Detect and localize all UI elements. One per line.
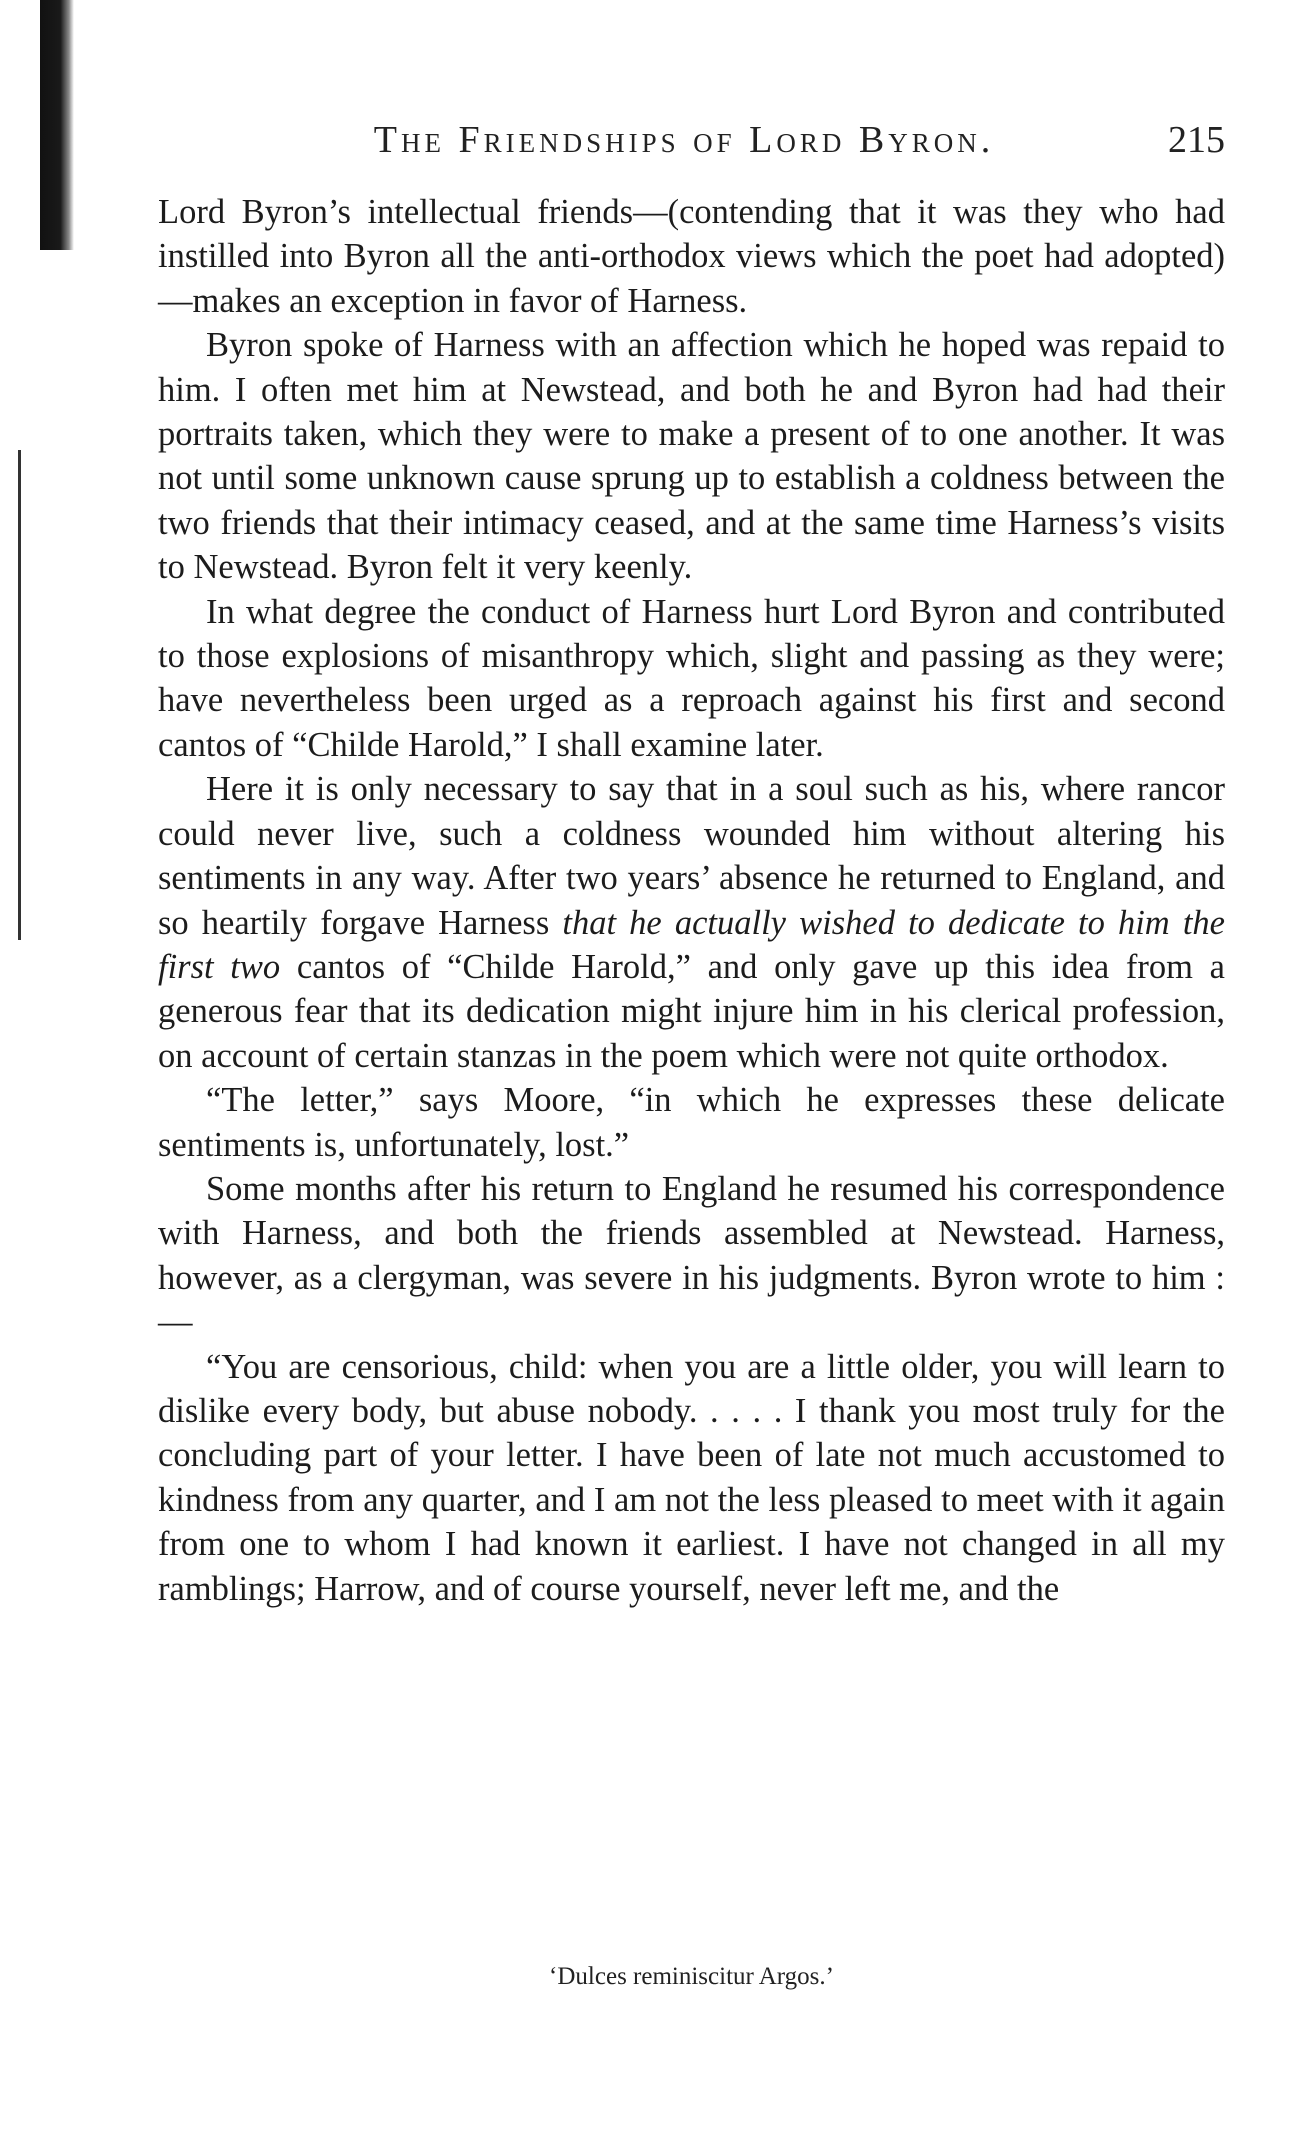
paragraph-1: Lord Byron’s intellectual friends—(contending that it was they who had instilled into Byron all the anti-orthodox views which the poet had adopted)—makes an exception in favor of Harness. (158, 193, 1225, 320)
binding-shadow (40, 0, 74, 250)
margin-mark (18, 450, 21, 940)
paragraph-5: “The letter,” says Moore, “in which he expresses these delicate sentiments is, unfortunately, lost.” (158, 1081, 1225, 1164)
body-text (158, 190, 1225, 1611)
paragraph-4-italic: that he actually wished to dedicate to him the first two (158, 903, 1225, 986)
running-title: The Friendships of Lord Byron. (373, 119, 995, 161)
page-number: 215 (1168, 119, 1225, 161)
paragraph-4-text-a: Here it is only necessary to say that in a soul such as his, where rancor could never live, such a coldness wounded him without altering his sentiments in any way. After two years’ absence he returned to England, and so heartily forgave Harness (158, 770, 1225, 942)
paragraph-4 (158, 767, 1225, 1078)
paragraph-6: Some months after his return to England he resumed his correspondence with Harness, and both the friends assembled at Newstead. Harness, however, as a clergyman, was severe in his judgments. Byron wrote to him :— (158, 1169, 1225, 1342)
paragraph-2: Byron spoke of Harness with an affection which he hoped was repaid to him. I often met him at Newstead, and both he and Byron had had their portraits taken, which they were to make a present of to one another. It was not until some unknown cause sprung up to establish a coldness between the two friends that their intimacy ceased, and at the same time Harness’s visits to Newstead. Byron felt it very keenly. (158, 326, 1225, 587)
footnote-quote: ‘Dulces reminiscitur Argos.’ (549, 1963, 834, 1990)
paragraph-4-text-b: cantos of “Childe Harold,” and only gave up this idea from a generous fear that its dedication might injure him in his clerical profession, on account of certain stanzas in the poem which were not quite orthodox. (158, 947, 1225, 1075)
paragraph-3: In what degree the conduct of Harness hurt Lord Byron and contributed to those explosions of misanthropy which, slight and passing as they were; have nevertheless been urged as a reproach against his first and second cantos of “Childe Harold,” I shall examine later. (158, 592, 1225, 764)
page-header (160, 118, 1225, 174)
paragraph-7: “You are censorious, child: when you are a little older, you will learn to dislike every body, but abuse nobody. . . . . I thank you most truly for the concluding part of your letter. I have been of late not much accustomed to kindness from any quarter, and I am not the less pleased to meet with it again from one to whom I had known it earliest. I have not changed in all my ramblings; Harrow, and of course yourself, never left me, and the (158, 1347, 1225, 1608)
